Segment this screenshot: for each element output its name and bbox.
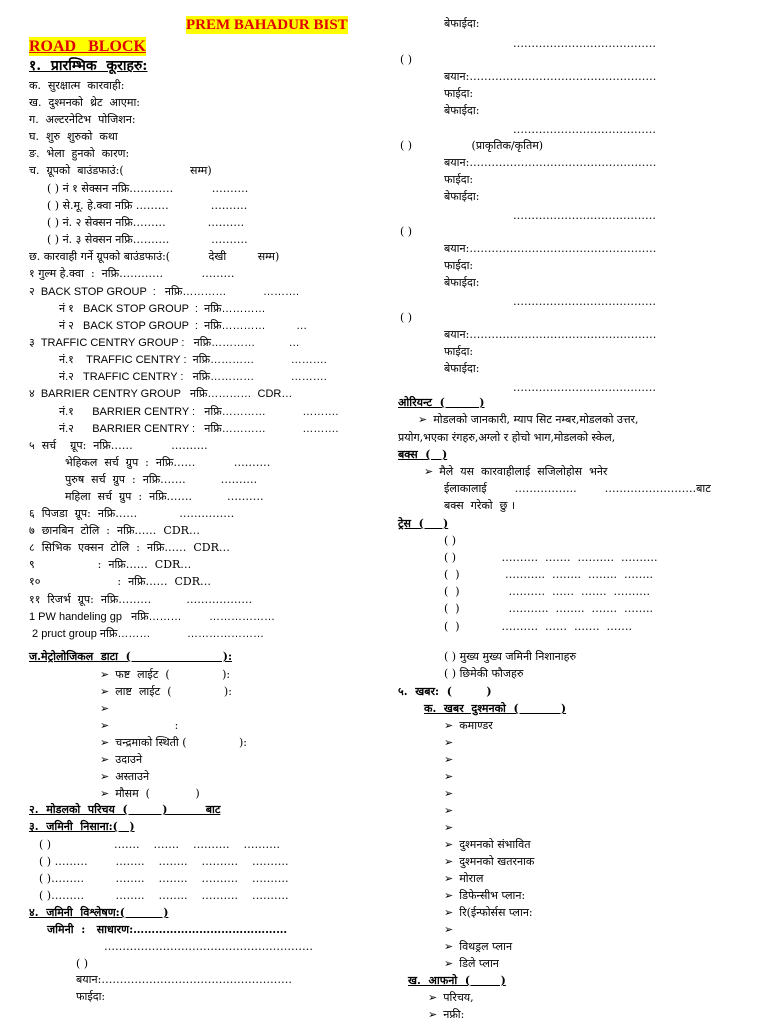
table-row: ( ) ………. …… ……. ………. xyxy=(444,585,650,598)
list-item: ➢ नफ्री: xyxy=(428,1008,464,1022)
box-heading: बक्स ( ) xyxy=(398,448,448,461)
disadvantage-label: बेफाईदा: xyxy=(444,190,480,203)
dotted-line: ………………………………………………… xyxy=(104,940,313,953)
list-item: ९ : नफ्रि…… CDR… xyxy=(29,558,192,571)
list-item: नं १ BACK STOP GROUP : नफ्रि………… xyxy=(59,303,266,315)
description-label: बयान:…………………………………………… xyxy=(444,70,657,83)
list-item: पुरुष सर्च ग्रुप : नफ्रि……. ………. xyxy=(65,473,258,486)
list-item xyxy=(444,804,459,818)
list-item: ख. दुश्मनको थ्रेट आएमा: xyxy=(29,96,141,109)
dotted-line: ………………………………… xyxy=(513,295,656,308)
list-item: ११ रिजर्भ ग्रूप: नफ्रि……… ……………… xyxy=(29,593,253,606)
heading-1: १. प्रारम्भिक कूराहरु: xyxy=(29,58,148,74)
description-label: बयान:…………………………………………… xyxy=(444,156,657,169)
list-item: ( ) नं. २ सेक्सन नफ्रि……… ………. xyxy=(47,216,245,229)
heading-5b: ख. आफनो ( ) xyxy=(408,974,506,987)
disadvantage-label: बेफाईदा: xyxy=(444,104,480,117)
list-item: ➢ उदाउने xyxy=(100,753,142,767)
list-item: नं.१ TRAFFIC CENTRY : नफ्रि………… ………. xyxy=(59,354,327,366)
list-item xyxy=(100,702,115,716)
list-item: ५ सर्च ग्रूप: नफ्रि…… ………. xyxy=(29,439,208,452)
list-item: ४ BARRIER CENTRY GROUP नफ्रि………… CDR… xyxy=(29,388,293,400)
orient-text: प्रयोग,भएका रंगहरु,अग्लो र होचो भाग,मोडलको स्केल, xyxy=(398,431,616,444)
paren-marker: ( ) xyxy=(400,311,413,324)
author-name: PREM BAHADUR BIST xyxy=(186,17,348,33)
list-item: २ BACK STOP GROUP : नफ्रि………… ………. xyxy=(29,286,300,298)
paren-marker: ( ) xyxy=(400,53,413,66)
list-item: नं.२ TRAFFIC CENTRY : नफ्रि………… ………. xyxy=(59,371,327,383)
dotted-line: ………………………………… xyxy=(513,209,656,222)
list-item: च. ग्रूपको बाउंडफाउं:( सम्म) xyxy=(29,164,212,177)
box-text: बक्स गरेको छु । xyxy=(444,499,515,512)
list-item: ➢ कमाण्डर xyxy=(444,719,493,733)
list-item: ➢ मोराल xyxy=(444,872,483,886)
advantage-label: फाईदा: xyxy=(444,259,474,272)
list-item: ➢ अस्ताउने xyxy=(100,770,149,784)
heading-3: ३. जमिनी निसाना:( ) xyxy=(29,820,135,833)
disadvantage-label: बेफाईदा: xyxy=(444,17,480,30)
list-item xyxy=(444,753,459,767)
list-item: ➢ परिचय, xyxy=(428,991,474,1005)
table-row: ( )……… …….. …….. ………. ………. xyxy=(39,872,289,885)
box-text: ईलाकालाई …………….. …………………….बाट xyxy=(444,482,711,495)
description-label: बयान:…………………………………………… xyxy=(444,242,657,255)
list-item: ➢ : xyxy=(100,719,178,733)
list-item: १ गुल्म हे.क्वा : नफ्रि………… ……… xyxy=(29,267,235,280)
list-item: नं २ BACK STOP GROUP : नफ्रि………… … xyxy=(59,320,308,332)
table-row: ( ) ………. …… ……. ……. xyxy=(444,620,633,633)
list-item: छ. कारवाही गर्ने ग्रूपको बाउंडफाउं:( देखी सम्म) xyxy=(29,250,280,263)
disadvantage-label: बेफाईदा: xyxy=(444,362,480,375)
advantage-label: फाईदा: xyxy=(76,990,106,1003)
dotted-line: ………………………………… xyxy=(513,123,656,136)
table-row: ( ) ……….. …….. …….. …….. xyxy=(444,568,653,581)
paren-marker: ( ) xyxy=(400,225,413,238)
paren-marker: ( ) xyxy=(76,957,89,970)
paren-marker: ( ) (प्राकृतिक/कृतिम) xyxy=(400,139,544,152)
list-item: ८ सिभिक एक्सन टोलि : नफ्रि…… CDR… xyxy=(29,541,230,554)
dotted-line: ………………………………… xyxy=(513,381,656,394)
table-row: ( )……… …….. …….. ………. ………. xyxy=(39,889,289,902)
list-item: ➢ रि(ईन्फोर्सस प्लान: xyxy=(444,906,533,920)
met-heading: ज.मेट्रोलोजिकल डाटा ( ): xyxy=(29,650,233,663)
heading-5: ५. खबर: ( ) xyxy=(398,685,492,698)
heading-5a: क. खबर दुश्मनको ( ) xyxy=(424,702,567,715)
list-item: ६ पिजडा ग्रूप: नफ्रि…… …………… xyxy=(29,507,235,520)
box-text: ➢ मैले यस कारवाहीलाई सजिलोहोस भनेर xyxy=(424,465,607,479)
list-item: ( ) नं. ३ सेक्सन नफ्रि………. ………. xyxy=(47,233,248,246)
orient-heading: ओरियन्ट ( ) xyxy=(398,396,485,409)
list-item xyxy=(444,821,459,835)
trace-note: ( ) छिमेकी फौजहरु xyxy=(444,667,524,680)
disadvantage-label: बेफाईदा: xyxy=(444,276,480,289)
list-item: ➢ मौसम ( ) xyxy=(100,787,200,801)
list-item: ➢ डिले प्लान xyxy=(444,957,499,971)
list-item: ➢ डिफेन्सीभ प्लान: xyxy=(444,889,525,903)
table-row: ( ) ………. ……. ………. ………. xyxy=(444,551,658,564)
ground-type: जमिनी : साधारण:…………………………………… xyxy=(47,923,288,936)
list-item xyxy=(444,770,459,784)
section-title: ROAD BLOCK xyxy=(29,38,146,55)
list-item: ➢ दुश्मनको खतरनाक xyxy=(444,855,534,869)
list-item: घ. शुरु शुरुको कथा xyxy=(29,130,118,143)
list-item: 1 PW handeling gp नफ्रि……… ……………… xyxy=(29,611,276,623)
table-row: ( ) xyxy=(444,534,457,547)
heading-4: ४. जमिनी विश्लेषण:( ) xyxy=(29,906,169,919)
list-item: ➢ दुश्मनको संभावित xyxy=(444,838,530,852)
table-row: ( ) ……….. …….. ……. …….. xyxy=(444,602,653,615)
list-item: महिला सर्च ग्रुप : नफ्रि……. ………. xyxy=(65,490,264,503)
trace-heading: ट्रेस ( ) xyxy=(398,517,449,530)
description-label: बयान:…………………………………………… xyxy=(444,328,657,341)
trace-note: ( ) मुख्य मुख्य जमिनी निशानाहरु xyxy=(444,650,577,663)
list-item: ३ TRAFFIC CENTRY GROUP : नफ्रि………… … xyxy=(29,337,300,349)
list-item: ७ छानबिन टोलि : नफ्रि…… CDR… xyxy=(29,524,200,537)
orient-text: ➢ मोडलको जानकारी, म्याप सिट नम्बर,मोडलको उत्तर, xyxy=(418,413,639,427)
dotted-line: ………………………………… xyxy=(513,37,656,50)
list-item xyxy=(444,923,459,937)
advantage-label: फाईदा: xyxy=(444,87,474,100)
list-item: ( ) नं १ सेक्सन नफ्रि………… ………. xyxy=(47,182,249,195)
list-item xyxy=(444,736,459,750)
list-item: नं.२ BARRIER CENTRY : नफ्रि………… ………. xyxy=(59,423,339,435)
list-item: १० : नफ्रि…… CDR… xyxy=(29,575,212,588)
advantage-label: फाईदा: xyxy=(444,345,474,358)
list-item: भेहिकल सर्च ग्रुप : नफ्रि…… ………. xyxy=(65,456,271,469)
list-item: ग. अल्टरनेटिभ पोजिशन: xyxy=(29,113,136,126)
list-item: नं.१ BARRIER CENTRY : नफ्रि………… ………. xyxy=(59,406,339,418)
list-item: ➢ लाष्ट लाईट ( ): xyxy=(100,685,232,699)
advantage-label: फाईदा: xyxy=(444,173,474,186)
heading-2: २. मोडलको परिचय ( ) बाट xyxy=(29,803,221,816)
table-row: ( ) ……. ……. ………. ………. xyxy=(39,838,280,851)
description-label: बयान:……………………………………………. xyxy=(76,973,292,986)
list-item: ( ) से.मू. हे.क्वा नफ्रि ……… ………. xyxy=(47,199,248,212)
list-item: ङ. भेला हुनको कारण: xyxy=(29,147,130,160)
list-item: ➢ विथड्रल प्लान xyxy=(444,940,512,954)
table-row: ( ) ……… …….. …….. ………. ………. xyxy=(39,855,289,868)
list-item: क. सुरक्षात्म कारवाही: xyxy=(29,79,125,92)
list-item: ➢ फष्ट लाईट ( ): xyxy=(100,668,230,682)
list-item: 2 pruct group नफ्रि……… ………………… xyxy=(29,628,265,640)
list-item: ➢ चन्द्रमाको स्थिती ( ): xyxy=(100,736,247,750)
list-item xyxy=(444,787,459,801)
